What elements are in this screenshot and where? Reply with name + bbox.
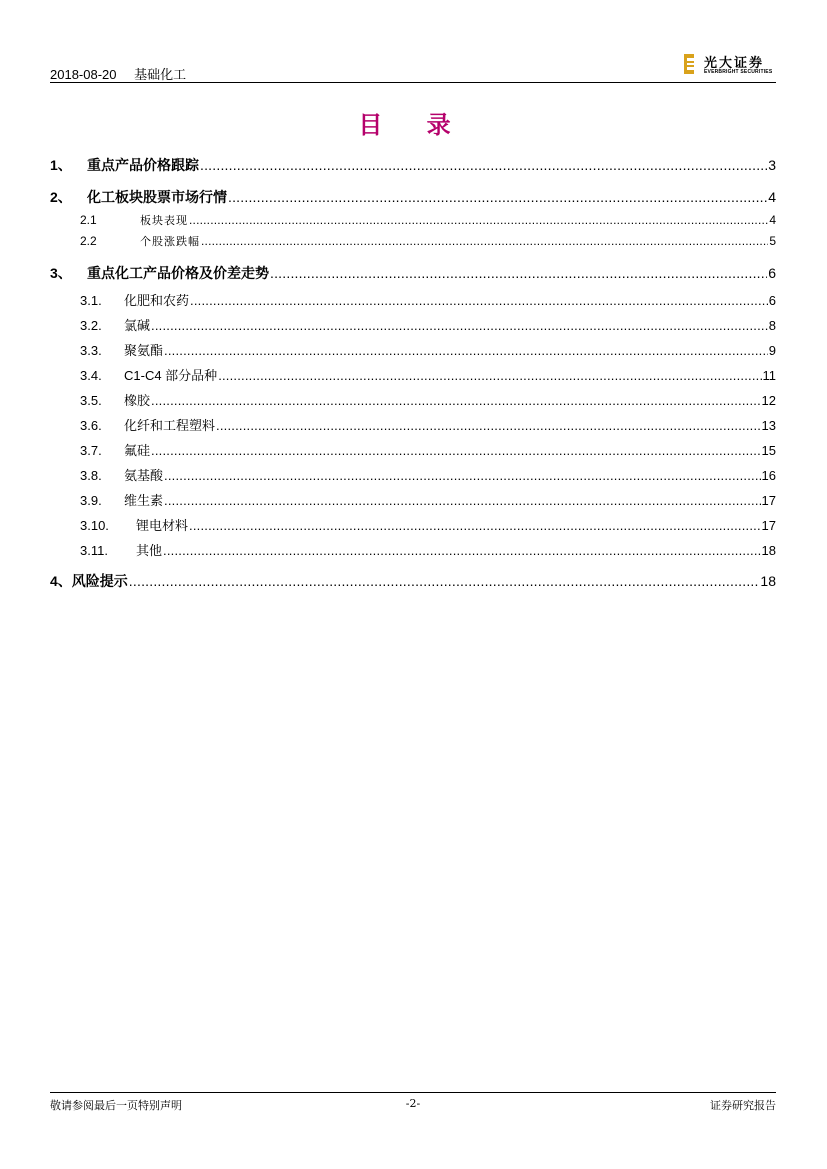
toc-number: 2.1 bbox=[80, 213, 97, 227]
toc-label: 重点产品价格跟踪 bbox=[87, 157, 199, 173]
footer-disclaimer: 敬请参阅最后一页特别声明 bbox=[50, 1100, 182, 1112]
toc-number: 4、 bbox=[50, 573, 72, 589]
toc-leader bbox=[164, 468, 761, 483]
toc-label: C1-C4 部分品种 bbox=[124, 368, 218, 383]
toc-number: 3.11. bbox=[80, 543, 108, 558]
toc-page: 18 bbox=[761, 543, 776, 558]
toc-item[interactable] bbox=[50, 365, 776, 384]
toc-page: 9 bbox=[768, 343, 776, 358]
logo-text-cn: 光大证券 bbox=[704, 56, 765, 71]
toc-leader bbox=[189, 213, 768, 227]
page-number: -2- bbox=[405, 1097, 421, 1110]
toc-page: 12 bbox=[761, 393, 776, 408]
toc-label: 维生素 bbox=[124, 493, 164, 508]
toc-page: 17 bbox=[761, 493, 776, 508]
page-header bbox=[50, 0, 776, 83]
toc-item[interactable] bbox=[50, 155, 776, 175]
toc-item[interactable] bbox=[50, 515, 776, 534]
toc-page: 4 bbox=[769, 213, 776, 227]
toc-leader bbox=[228, 189, 767, 205]
toc-label: 板块表现 bbox=[140, 214, 188, 227]
toc-number: 1、 bbox=[50, 157, 72, 173]
toc-item[interactable] bbox=[50, 212, 776, 228]
toc-title: 目 录 bbox=[358, 110, 469, 139]
toc-item[interactable] bbox=[50, 490, 776, 509]
toc-item[interactable] bbox=[50, 571, 776, 591]
toc-item[interactable] bbox=[50, 233, 776, 249]
toc-label: 氯碱 bbox=[124, 318, 151, 333]
toc-label: 氟硅 bbox=[124, 443, 151, 458]
toc-item[interactable] bbox=[50, 340, 776, 359]
toc-item[interactable] bbox=[50, 540, 776, 559]
toc-leader bbox=[218, 368, 761, 383]
toc-label: 氨基酸 bbox=[124, 468, 164, 483]
toc-number: 3.5. bbox=[80, 393, 102, 408]
report-sector: 基础化工 bbox=[134, 67, 187, 82]
toc-page: 6 bbox=[768, 293, 776, 308]
toc-number: 3.9. bbox=[80, 493, 102, 508]
report-date: 2018-08-20 bbox=[50, 67, 117, 82]
toc-item[interactable] bbox=[50, 465, 776, 484]
company-logo bbox=[684, 52, 776, 78]
toc-page: 15 bbox=[761, 443, 776, 458]
toc-item[interactable] bbox=[50, 315, 776, 334]
toc-number: 3.1. bbox=[80, 293, 102, 308]
header-left bbox=[50, 64, 200, 83]
footer-report-type: 证券研究报告 bbox=[710, 1100, 776, 1112]
toc-leader bbox=[164, 493, 761, 508]
toc-leader bbox=[151, 318, 768, 333]
toc-label: 化纤和工程塑料 bbox=[124, 418, 216, 433]
toc-page: 17 bbox=[761, 518, 776, 533]
toc-leader bbox=[200, 157, 767, 173]
toc-label: 化肥和农药 bbox=[124, 293, 190, 308]
toc-page: 4 bbox=[768, 189, 776, 205]
toc-leader bbox=[151, 393, 761, 408]
toc-page: 6 bbox=[768, 265, 776, 281]
toc-page: 18 bbox=[760, 573, 776, 589]
toc-label: 聚氨酯 bbox=[124, 343, 164, 358]
toc-page: 3 bbox=[768, 157, 776, 173]
toc-number: 2、 bbox=[50, 189, 72, 205]
page-footer bbox=[50, 1092, 776, 1123]
toc-leader bbox=[151, 443, 761, 458]
toc-leader bbox=[216, 418, 761, 433]
toc-label: 重点化工产品价格及价差走势 bbox=[87, 265, 269, 281]
toc-label: 橡胶 bbox=[124, 393, 151, 408]
toc-page: 16 bbox=[761, 468, 776, 483]
toc-number: 3、 bbox=[50, 265, 72, 281]
toc-leader bbox=[163, 543, 761, 558]
toc-item[interactable] bbox=[50, 415, 776, 434]
toc-label: 风险提示 bbox=[71, 573, 128, 589]
toc-leader bbox=[201, 234, 768, 248]
toc-leader bbox=[129, 573, 760, 589]
toc-item[interactable] bbox=[50, 290, 776, 309]
toc-label: 个股涨跌幅 bbox=[140, 235, 200, 248]
logo-text-en: EVERBRIGHT SECURITIES bbox=[704, 69, 773, 75]
toc-leader bbox=[189, 518, 761, 533]
toc-item[interactable] bbox=[50, 187, 776, 207]
toc-page: 5 bbox=[769, 234, 776, 248]
toc-item[interactable] bbox=[50, 390, 776, 409]
toc-leader bbox=[190, 293, 768, 308]
toc-page: 11 bbox=[762, 368, 776, 383]
toc-number: 3.10. bbox=[80, 518, 109, 533]
toc-number: 3.2. bbox=[80, 318, 102, 333]
toc-label: 锂电材料 bbox=[136, 518, 189, 533]
toc-number: 3.4. bbox=[80, 368, 102, 383]
toc-label: 化工板块股票市场行情 bbox=[87, 189, 227, 205]
toc-number: 3.3. bbox=[80, 343, 102, 358]
toc-page: 8 bbox=[768, 318, 776, 333]
toc-number: 2.2 bbox=[80, 234, 97, 248]
toc-label: 其他 bbox=[136, 543, 163, 558]
toc-leader bbox=[164, 343, 768, 358]
toc-item[interactable] bbox=[50, 440, 776, 459]
toc-number: 3.7. bbox=[80, 443, 102, 458]
toc-page: 13 bbox=[761, 418, 776, 433]
toc-leader bbox=[270, 265, 767, 281]
toc-item[interactable] bbox=[50, 263, 776, 283]
everbright-logo-icon bbox=[684, 54, 696, 74]
toc-number: 3.8. bbox=[80, 468, 102, 483]
toc-number: 3.6. bbox=[80, 418, 102, 433]
